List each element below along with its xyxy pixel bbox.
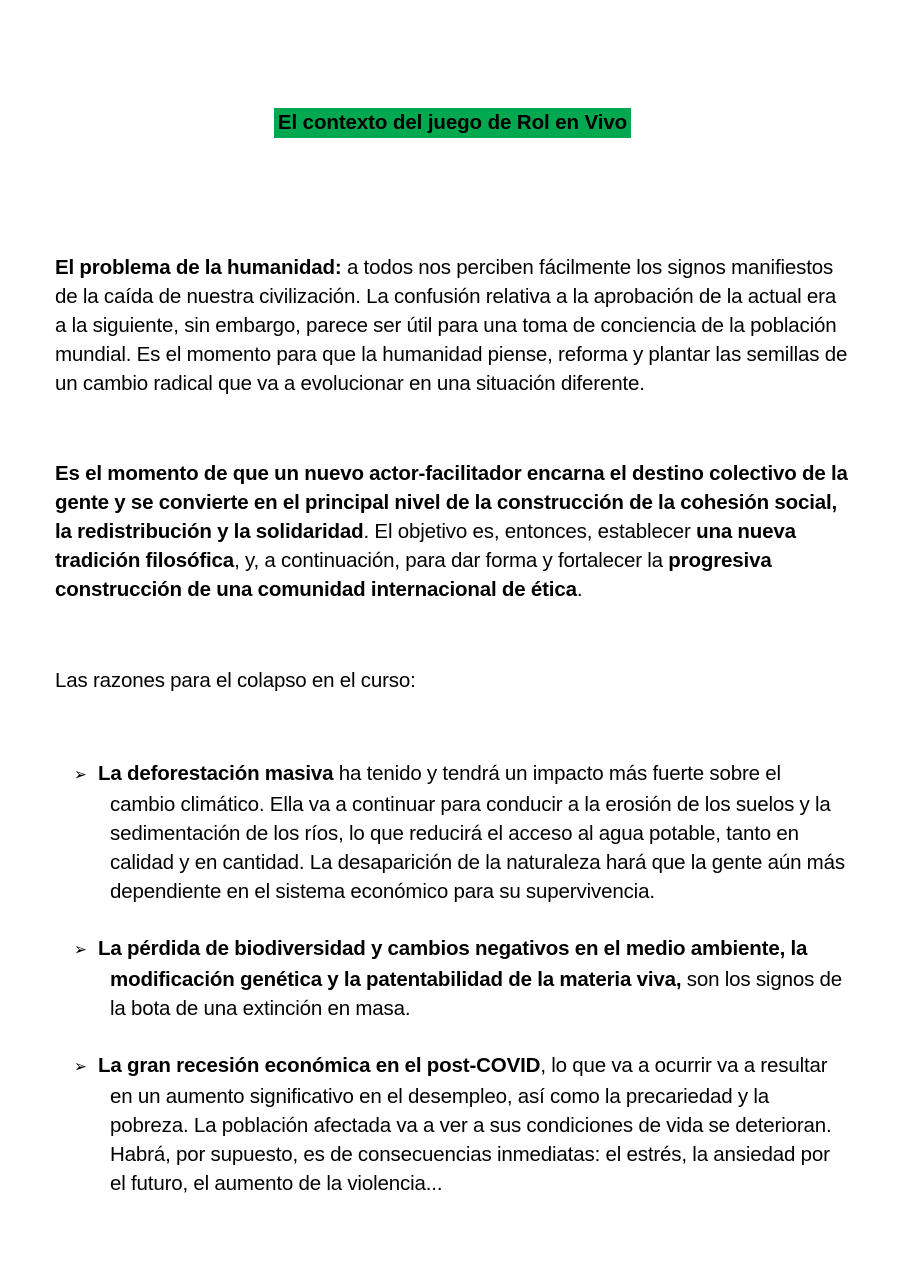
- reasons-bullet-list: [55, 759, 850, 1198]
- paragraph-momento-plain-3: .: [576, 577, 583, 601]
- list-item-bold: La gran recesión económica en el post-COVID: [98, 1053, 541, 1077]
- list-item: [55, 759, 850, 906]
- arrowhead-bullet-icon: ➢: [74, 939, 87, 960]
- page-title: El contexto del juego de Rol en Vivo: [274, 108, 631, 138]
- list-item: [55, 1051, 850, 1198]
- paragraph-momento-plain-2: , y, a continuación, para dar forma y fortalecer la: [234, 548, 669, 572]
- list-item-bold: La deforestación masiva: [98, 761, 334, 785]
- paragraph-problema-lead: El problema de la humanidad:: [55, 255, 342, 279]
- arrowhead-bullet-icon: ➢: [74, 1056, 87, 1077]
- paragraph-momento-bold-1: Es el momento de que un nuevo actor-facilitador encarna el destino colectivo de la gente y se convierte en el principal nivel de la construcción de la cohesión social, la redistribución y la solidaridad: [55, 461, 848, 543]
- list-item-plain: , lo que va a ocurrir va a resultar en un aumento significativo en el desempleo, así como la precariedad y la pobreza. La población afectada va a ver a sus condiciones de vida se deterioran. Habrá, por supuesto, es de consecuencias inmediatas: el estrés, la ansiedad por el futuro, el aumento de la violencia...: [110, 1053, 832, 1195]
- list-item-bold: La pérdida de biodiversidad y cambios negativos en el medio ambiente, la modificación genética y la patentabilidad de la materia viva,: [98, 936, 808, 991]
- paragraph-momento-plain-1: . El objetivo es, entonces, establecer: [363, 519, 697, 543]
- list-item-plain: son los signos de la bota de una extinción en masa.: [110, 967, 843, 1020]
- paragraph-momento-bold-2: una nueva tradición filosófica: [55, 519, 796, 572]
- paragraph-momento: [55, 459, 850, 604]
- paragraph-problema: [55, 253, 850, 398]
- paragraph-razones-intro: Las razones para el colapso en el curso:: [55, 668, 416, 692]
- arrowhead-bullet-icon: ➢: [74, 764, 87, 785]
- list-item-plain: ha tenido y tendrá un impacto más fuerte sobre el cambio climático. Ella va a continuar para conducir a la erosión de los suelos y la sedimentación de los ríos, lo que reducirá el acceso al agua potable, tanto en calidad y en cantidad. La desaparición de la naturaleza hará que la gente aún más dependiente en el sistema económico para su supervivencia.: [110, 761, 845, 903]
- paragraph-problema-body: a todos nos perciben fácilmente los signos manifiestos de la caída de nuestra civilización. La confusión relativa a la aprobación de la actual era a la siguiente, sin embargo, parece ser útil para una toma de conciencia de la población mundial. Es el momento para que la humanidad piense, reforma y plantar las semillas de un cambio radical que va a evolucionar en una situación diferente.: [55, 255, 848, 395]
- paragraph-momento-bold-3: progresiva construcción de una comunidad internacional de ética: [55, 548, 772, 601]
- title-block: [55, 0, 850, 134]
- list-item: [55, 934, 850, 1023]
